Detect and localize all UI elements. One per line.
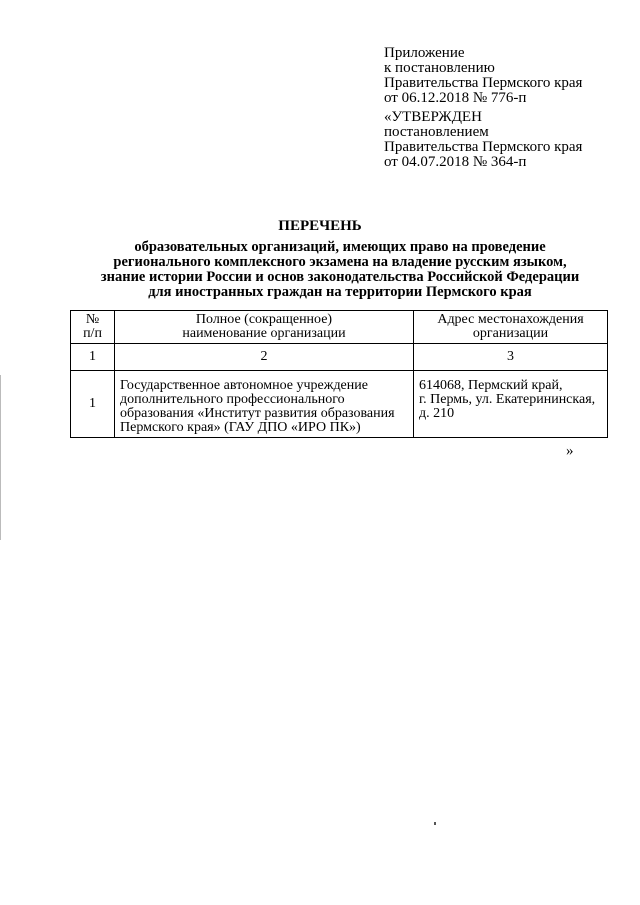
- row-num: 1: [71, 371, 115, 438]
- appendix-line: Правительства Пермского края: [384, 75, 583, 91]
- document-title: ПЕРЕЧЕНЬ: [278, 218, 362, 234]
- approved-block: [384, 110, 582, 170]
- approved-line: от 04.07.2018 № 364-п: [384, 154, 527, 170]
- organizations-table: [70, 310, 608, 438]
- document-subtitle: [70, 240, 610, 300]
- scan-speck: [434, 822, 436, 825]
- appendix-block: [384, 46, 582, 106]
- subtitle-line: знание истории России и основ законодательства Российской Федерации: [100, 269, 580, 285]
- table-header-row: [71, 311, 608, 344]
- header-address-line: организации: [472, 326, 549, 341]
- subtitle-line: образовательных организаций, имеющих право на проведение: [134, 239, 546, 255]
- header-address: [414, 311, 608, 344]
- header-name-line: Полное (сокращенное): [195, 312, 333, 327]
- approved-line: «УТВЕРЖДЕН: [384, 109, 482, 125]
- approved-line: постановлением: [384, 124, 489, 140]
- column-number: 3: [414, 344, 608, 371]
- column-number: 1: [71, 344, 115, 371]
- appendix-line: от 06.12.2018 № 776-п: [384, 90, 527, 106]
- header-num: [71, 311, 115, 344]
- closing-quote: »: [566, 443, 574, 459]
- name-line: дополнительного профессионального: [120, 392, 345, 407]
- header-name-line: наименование организации: [182, 326, 346, 341]
- header-name: [115, 311, 414, 344]
- address-line: г. Пермь, ул. Екатерининская,: [419, 392, 596, 407]
- header-address-line: Адрес местонахождения: [437, 312, 584, 327]
- header-num-line: п/п: [83, 326, 102, 341]
- table-row: [71, 371, 608, 438]
- subtitle-line: регионального комплексного экзамена на владение русским языком,: [113, 254, 567, 270]
- name-line: Государственное автономное учреждение: [120, 378, 368, 393]
- column-number: 2: [115, 344, 414, 371]
- subtitle-line: для иностранных граждан на территории Пермского края: [148, 284, 532, 300]
- column-number-row: [71, 344, 608, 371]
- address-line: д. 210: [419, 406, 455, 421]
- address-line: 614068, Пермский край,: [419, 378, 563, 393]
- row-organization-name: [115, 371, 414, 438]
- name-line: Пермского края» (ГАУ ДПО «ИРО ПК»): [120, 420, 361, 435]
- appendix-line: к постановлению: [384, 60, 495, 76]
- row-address: [414, 371, 608, 438]
- header-num-line: №: [85, 312, 100, 327]
- appendix-line: Приложение: [384, 45, 465, 61]
- name-line: образования «Институт развития образования: [120, 406, 395, 421]
- scan-edge-line: [0, 375, 1, 540]
- approved-line: Правительства Пермского края: [384, 139, 583, 155]
